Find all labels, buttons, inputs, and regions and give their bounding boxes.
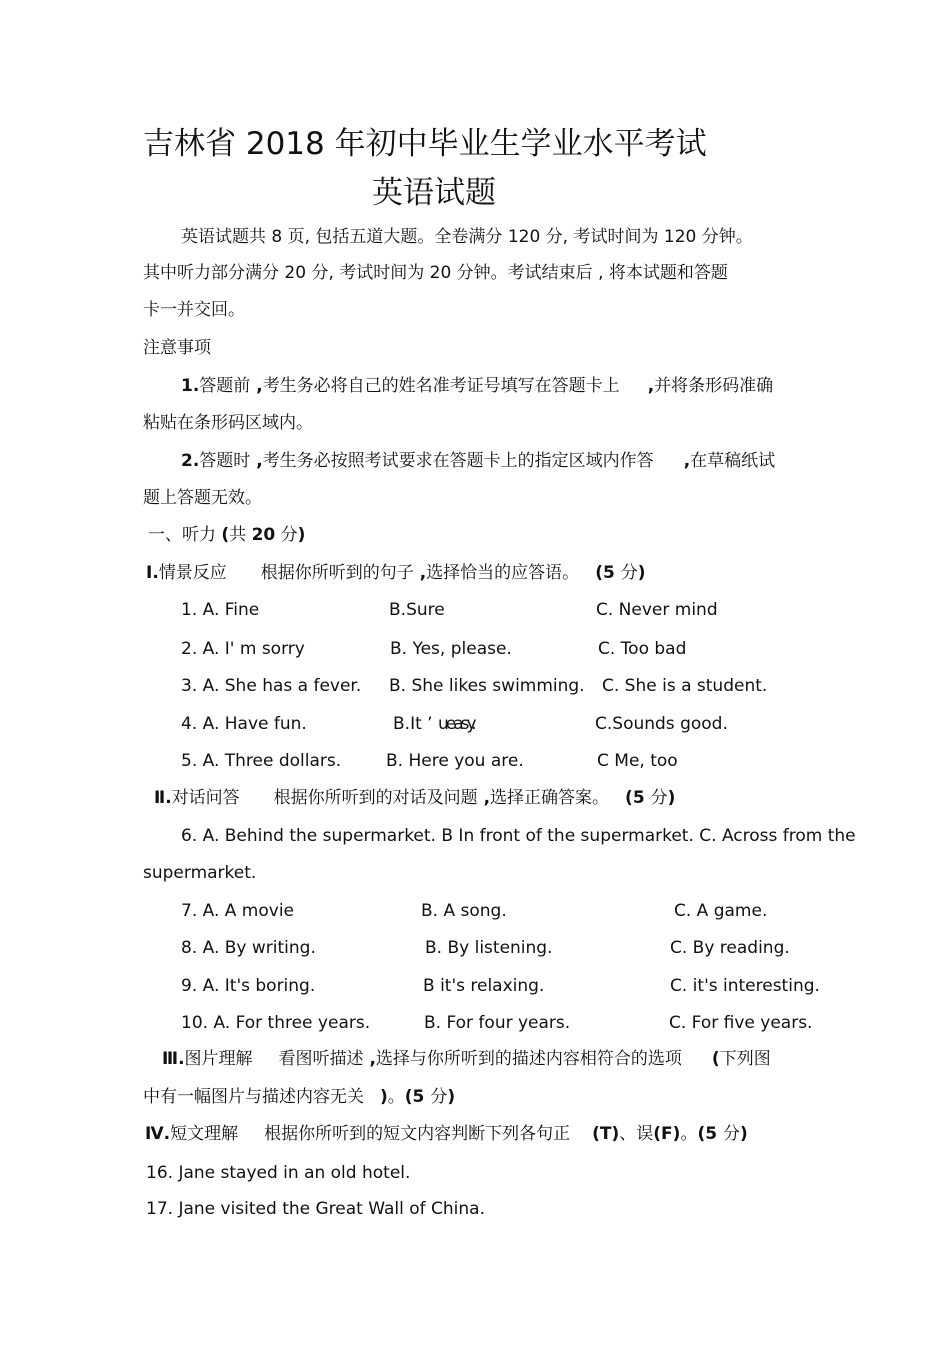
part-3-instruction-3: 下列图 xyxy=(719,1049,771,1069)
part-3-line-2-text: 中有一幅图片与描述内容无关 xyxy=(143,1087,364,1107)
exam-title: 吉林省 2018 年初中毕业生学业水平考试 xyxy=(143,126,707,162)
part-2-instruction-2: 选择正确答案。 xyxy=(490,788,610,808)
q3-option-a: 3. A. She has a fever. xyxy=(181,676,362,696)
note-2-comma-2: , xyxy=(683,451,691,471)
q4-option-a: 4. A. Have fun. xyxy=(181,714,307,734)
q5-option-b: B. Here you are. xyxy=(386,751,524,771)
q8-option-b: B. By listening. xyxy=(425,938,553,958)
part-3-period: 。 xyxy=(387,1087,405,1107)
part-4-name: 短文理解 xyxy=(170,1124,239,1144)
part-1-name: 情景反应 xyxy=(158,563,227,583)
part-1-label: Ⅰ. xyxy=(146,563,159,583)
note-2-comma: , xyxy=(250,451,263,471)
part-4-period: 。 xyxy=(680,1124,698,1144)
q5-option-a: 5. A. Three dollars. xyxy=(181,751,342,771)
part-1-comma: , xyxy=(413,563,427,583)
q4-option-b-end: ueasy. xyxy=(437,714,474,734)
section-1-heading xyxy=(148,524,305,546)
part-3-points: (5 xyxy=(404,1087,431,1107)
part-4-true-mark: (T) xyxy=(592,1124,620,1144)
part-2-name: 对话问答 xyxy=(171,788,240,808)
intro-line-1: 英语试题共 8 页, 包括五道大题。全卷满分 120 分, 考试时间为 120 分钟。 xyxy=(181,227,753,247)
part-1-points-close: ) xyxy=(637,563,646,583)
intro-line-2: 其中听力部分满分 20 分, 考试时间为 20 分钟。考试结束后 , 将本试题和答题 xyxy=(143,263,728,283)
q4-option-b-start: B.It ’ xyxy=(393,714,438,734)
part-2-comma: , xyxy=(477,788,491,808)
notes-heading: 注意事项 xyxy=(143,338,211,358)
note-2-text-a: 答题时 xyxy=(199,451,251,471)
q9-option-a: 9. A. It's boring. xyxy=(181,976,316,996)
q8-option-a: 8. A. By writing. xyxy=(181,938,316,958)
part-3-instruction: 看图听描述 xyxy=(278,1049,364,1069)
note-item-1 xyxy=(181,375,773,397)
part-4-points: (5 xyxy=(697,1124,723,1144)
part-1-instruction-2: 选择恰当的应答语。 xyxy=(426,563,580,583)
intro-line-3: 卡一并交回。 xyxy=(143,300,245,320)
part-3-points-unit: 分 xyxy=(430,1087,448,1107)
q5-option-c: C Me, too xyxy=(597,751,678,771)
q17-statement: 17. Jane visited the Great Wall of China. xyxy=(146,1199,485,1219)
note-1-text-a: 答题前 xyxy=(199,376,251,396)
section-1-points: 20 xyxy=(251,525,276,545)
note-1-comma-2: , xyxy=(647,376,655,396)
q3-option-b: B. She likes swimming. xyxy=(389,676,585,696)
part-3-label: Ⅲ. xyxy=(162,1049,185,1069)
part-3-comma: , xyxy=(363,1049,376,1069)
part-4-points-unit: 分 xyxy=(722,1124,740,1144)
q16-statement: 16. Jane stayed in an old hotel. xyxy=(146,1163,411,1183)
part-3-paren-open: ( xyxy=(711,1049,720,1069)
part-3-heading-line-2 xyxy=(143,1086,455,1108)
part-2-heading xyxy=(154,787,675,809)
section-1-total-label: 共 xyxy=(229,525,252,545)
q6-line-1: 6. A. Behind the supermarket. B In front of the supermarket. C. Across from the xyxy=(181,826,856,846)
part-2-label: Ⅱ. xyxy=(154,788,172,808)
q2-option-b: B. Yes, please. xyxy=(390,639,512,659)
q1-option-c: C. Never mind xyxy=(596,600,718,620)
part-2-points-unit: 分 xyxy=(650,788,668,808)
part-4-separator: 、误 xyxy=(619,1124,654,1144)
q2-option-c: C. Too bad xyxy=(598,639,687,659)
note-item-2 xyxy=(181,450,775,472)
part-3-heading xyxy=(162,1048,771,1070)
section-1-paren-open: ( xyxy=(221,525,230,545)
note-1-comma: , xyxy=(250,376,263,396)
note-1-text-b: 考生务必将自己的姓名准考证号填写在答题卡上 xyxy=(262,376,620,396)
note-1-text-c: 并将条形码准确 xyxy=(654,376,774,396)
q10-option-c: C. For five years. xyxy=(669,1013,813,1033)
part-3-name: 图片理解 xyxy=(184,1049,253,1069)
q9-option-b: B it's relaxing. xyxy=(423,976,545,996)
note-2-number: 2. xyxy=(181,451,200,471)
q2-option-a: 2. A. I' m sorry xyxy=(181,639,305,659)
part-3-paren-close: ) xyxy=(380,1087,388,1107)
note-1-number: 1. xyxy=(181,376,200,396)
note-item-2-line-2: 题上答题无效。 xyxy=(143,488,262,508)
q3-option-c: C. She is a student. xyxy=(602,676,768,696)
exam-subtitle: 英语试题 xyxy=(372,175,496,211)
q6-line-2: supermarket. xyxy=(143,863,257,883)
note-item-1-line-2: 粘贴在条形码区域内。 xyxy=(143,413,313,433)
part-3-instruction-2: 选择与你所听到的描述内容相符合的选项 xyxy=(375,1049,682,1069)
section-1-label: 一、听力 xyxy=(148,525,222,545)
q7-option-b: B. A song. xyxy=(421,901,507,921)
q8-option-c: C. By reading. xyxy=(670,938,790,958)
q4-option-c: C.Sounds good. xyxy=(595,714,728,734)
part-2-instruction: 根据你所听到的对话及问题 xyxy=(273,788,478,808)
part-4-heading xyxy=(145,1123,748,1145)
part-1-points-unit: 分 xyxy=(620,563,638,583)
q7-option-c: C. A game. xyxy=(674,901,768,921)
q10-option-b: B. For four years. xyxy=(424,1013,571,1033)
part-4-instruction: 根据你所听到的短文内容判断下列各句正 xyxy=(264,1124,571,1144)
q4-option-b xyxy=(393,713,474,735)
section-1-points-unit: 分 xyxy=(275,525,298,545)
part-1-heading xyxy=(146,562,646,584)
part-4-points-close: ) xyxy=(739,1124,748,1144)
note-2-text-c: 在草稿纸试 xyxy=(690,451,776,471)
section-1-paren-close: ) xyxy=(297,525,306,545)
q10-option-a: 10. A. For three years. xyxy=(181,1013,371,1033)
part-2-points: (5 xyxy=(625,788,651,808)
q9-option-c: C. it's interesting. xyxy=(670,976,820,996)
part-1-instruction: 根据你所听到的句子 xyxy=(260,563,414,583)
q7-option-a: 7. A. A movie xyxy=(181,901,294,921)
part-1-points: (5 xyxy=(595,563,621,583)
q1-option-b: B.Sure xyxy=(389,600,445,620)
note-2-text-b: 考生务必按照考试要求在答题卡上的指定区域内作答 xyxy=(262,451,654,471)
part-4-label: Ⅳ. xyxy=(145,1124,171,1144)
part-2-points-close: ) xyxy=(667,788,676,808)
part-3-points-close: ) xyxy=(447,1087,456,1107)
part-4-false-mark: (F) xyxy=(653,1124,681,1144)
q1-option-a: 1. A. Fine xyxy=(181,600,260,620)
